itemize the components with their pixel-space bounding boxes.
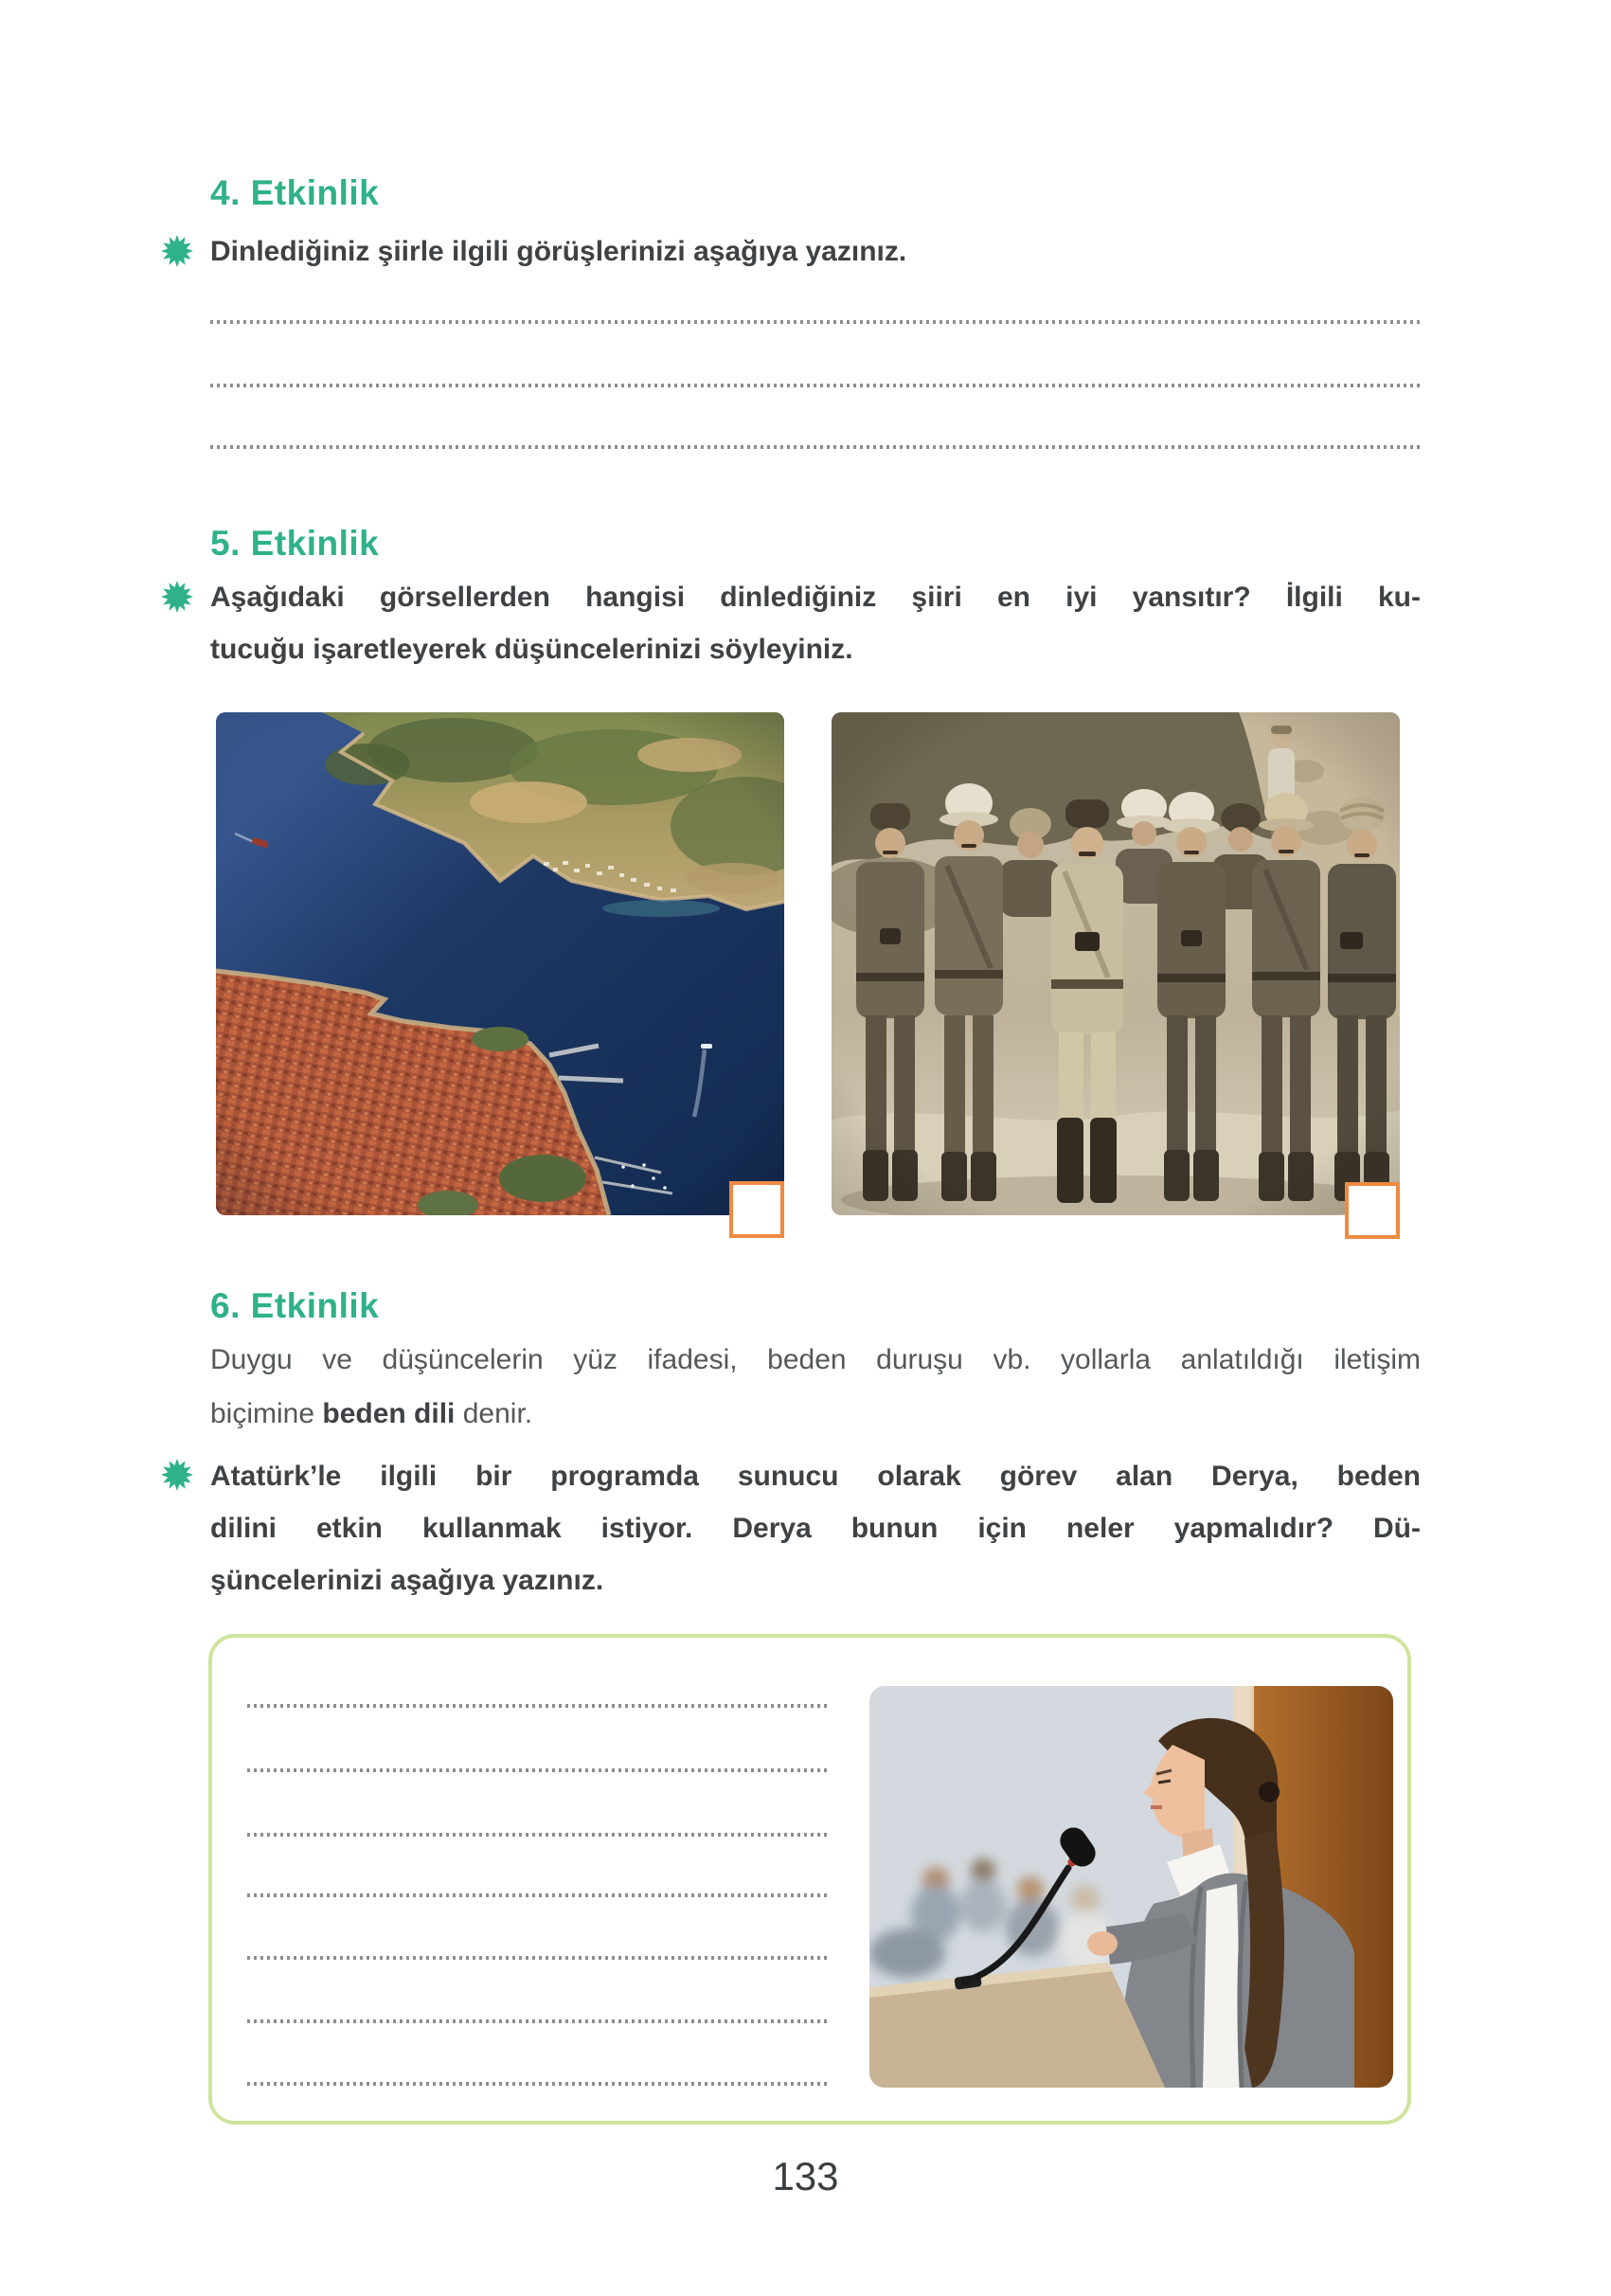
presenter-illustration: [869, 1686, 1393, 2088]
write-line: [247, 1893, 831, 1897]
presenter-photo: [869, 1686, 1393, 2088]
starburst-bullet-icon: [161, 1459, 193, 1491]
starburst-bullet-icon: [161, 581, 193, 613]
write-line: [247, 1833, 831, 1837]
write-line: [210, 445, 1421, 449]
body-language-definition: [210, 1333, 1421, 1441]
activity-6-answer-box: [208, 1634, 1411, 2125]
activity-4-heading: 4. Etkinlik: [210, 173, 380, 212]
aerial-strait-illustration: [216, 712, 784, 1215]
aerial-strait-photo: [216, 712, 784, 1215]
write-line: [247, 1956, 831, 1960]
activity-6-prompt: [210, 1450, 1421, 1606]
write-line: [247, 1704, 831, 1708]
write-line: [210, 320, 1421, 324]
activity-4-prompt: Dinlediğiniz şiirle ilgili görüşlerinizi aşağıya yazınız.: [210, 236, 907, 267]
soldiers-illustration: [832, 712, 1400, 1215]
write-line: [247, 1768, 831, 1772]
image-2-checkbox[interactable]: [1345, 1182, 1400, 1239]
soldiers-photo: [832, 712, 1400, 1215]
prompt-line: şüncelerinizi aşağıya yazınız.: [210, 1565, 604, 1596]
write-line: [247, 2082, 831, 2086]
definition-line: biçimine beden dili denir.: [210, 1398, 533, 1429]
prompt-line: tucuğu işaretleyerek düşüncelerinizi söyleyiniz.: [210, 634, 853, 665]
starburst-bullet-icon: [161, 235, 193, 267]
write-line: [210, 384, 1421, 387]
beden-dili-term: beden dili: [322, 1398, 456, 1429]
page-number: 133: [772, 2154, 839, 2198]
activity-5-prompt: [210, 571, 1421, 675]
write-line: [247, 2019, 831, 2023]
prompt-line: Atatürk’le ilgili bir programda sunucu olarak görev alan Derya, beden: [210, 1461, 1421, 1492]
definition-line: Duygu ve düşüncelerin yüz ifadesi, beden duruşu vb. yollarla anlatıldığı iletişim: [210, 1344, 1421, 1375]
activity-5-heading: 5. Etkinlik: [210, 524, 380, 563]
prompt-line: dilini etkin kullanmak istiyor. Derya bunun için neler yapmalıdır? Dü-: [210, 1513, 1421, 1544]
image-1-checkbox[interactable]: [729, 1181, 784, 1238]
prompt-line: Aşağıdaki görsellerden hangisi dinlediğiniz şiiri en iyi yansıtır? İlgili ku-: [210, 582, 1421, 613]
activity-6-heading: 6. Etkinlik: [210, 1286, 380, 1325]
